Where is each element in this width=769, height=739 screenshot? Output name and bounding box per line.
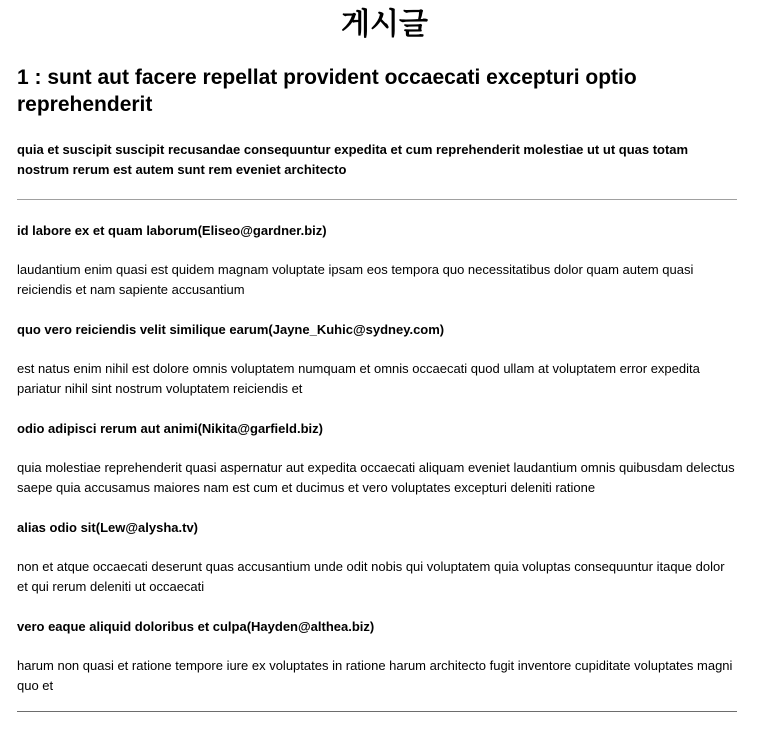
post-title: 1 : sunt aut facere repellat provident occaecati excepturi optio reprehenderit [17,66,637,116]
comment-body: quia molestiae reprehenderit quasi aspernatur aut expedita occaecati aliquam eveniet laudantium omnis quibusdam delectus saepe quia accusamus maiores nam est cum et ducimus et vero voluptates excepturi deleniti ratione [17,460,735,495]
post-detail [17,64,737,696]
post-body: quia et suscipit suscipit recusandae consequuntur expedita et cum reprehenderit molestiae ut ut quas totam nostrum rerum est autem sunt rem eveniet architecto [17,142,689,177]
page-title: 게시글 [341,7,428,42]
comment-body: est natus enim nihil est dolore omnis voluptatem numquam et omnis occaecati quod ullam at voluptatem error expedita pariatur nihil sint nostrum voluptatem reiciendis et [17,361,700,396]
comment-body: non et atque occaecati deserunt quas accusantium unde odit nobis qui voluptatem quia voluptas consequuntur itaque dolor et qui rerum deleniti ut occaecati [17,559,725,594]
comment-item [17,419,737,498]
comment-header: quo vero reiciendis velit similique earum(Jayne_Kuhic@sydney.com) [17,322,445,337]
comment-body: harum non quasi et ratione tempore iure ex voluptates in ratione harum architecto fugit inventore cupiditate voluptates magni quo et [17,658,733,693]
comment-header: alias odio sit(Lew@alysha.tv) [17,520,199,535]
post-divider [17,199,737,200]
comment-body: laudantium enim quasi est quidem magnam voluptate ipsam eos tempora quo necessitatibus dolor quam autem quasi reiciendis et nam sapiente accusantium [17,262,694,297]
comment-item [17,221,737,300]
comment-item [17,518,737,597]
comment-header: odio adipisci rerum aut animi(Nikita@garfield.biz) [17,421,323,436]
comment-header: id labore ex et quam laborum(Eliseo@gardner.biz) [17,223,327,238]
comment-item [17,320,737,399]
comment-item [17,617,737,696]
comment-list [17,221,737,696]
comments-end-divider [17,711,737,712]
comment-header: vero eaque aliquid doloribus et culpa(Hayden@althea.biz) [17,619,375,634]
